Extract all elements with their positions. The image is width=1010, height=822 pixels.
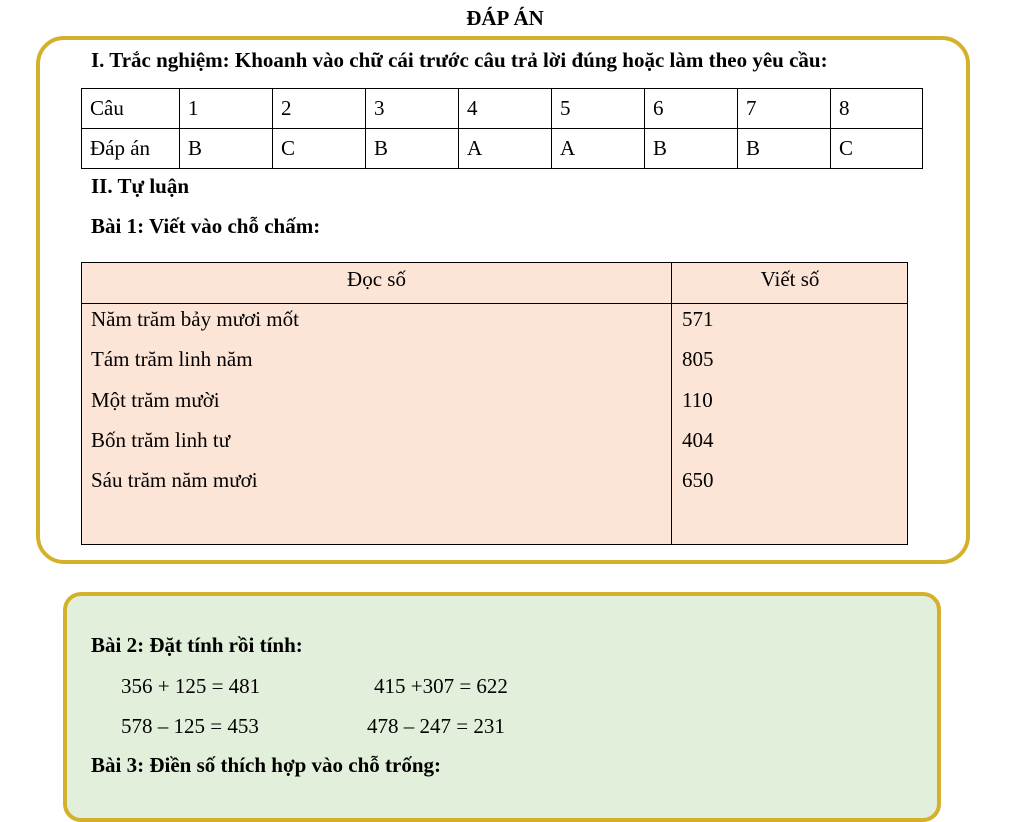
row-label-question: Câu <box>82 89 180 129</box>
answer-letter: C <box>831 129 923 169</box>
read-cell: Sáu trăm năm mươi <box>91 468 258 492</box>
write-cell: 571 <box>682 307 714 331</box>
calc-item: 356 + 125 = 481 <box>121 674 261 698</box>
write-cell: 404 <box>682 428 714 452</box>
write-cell: 110 <box>682 388 713 412</box>
row-label-answer: Đáp án <box>82 129 180 169</box>
answer-table <box>81 88 923 169</box>
answer-letter: B <box>180 129 273 169</box>
question-number: 3 <box>366 89 459 129</box>
column-divider <box>671 263 672 544</box>
bai2-heading: Bài 2: Đặt tính rồi tính: <box>91 633 303 657</box>
part2-heading: II. Tự luận <box>91 174 190 198</box>
number-reading-table <box>81 262 908 545</box>
answer-letter: A <box>459 129 552 169</box>
question-number: 1 <box>180 89 273 129</box>
question-number: 7 <box>738 89 831 129</box>
question-number: 5 <box>552 89 645 129</box>
calc-item: 578 – 125 = 453 <box>121 714 259 738</box>
header-divider <box>82 303 907 304</box>
read-cell: Tám trăm linh năm <box>91 347 253 371</box>
question-number: 4 <box>459 89 552 129</box>
write-cell: 650 <box>682 468 714 492</box>
read-cell: Bốn trăm linh tư <box>91 428 231 452</box>
section-box-2 <box>63 592 941 822</box>
calc-item: 478 – 247 = 231 <box>367 714 505 738</box>
read-cell: Năm trăm bảy mươi mốt <box>91 307 299 331</box>
write-cell: 805 <box>682 347 714 371</box>
col-header-read: Đọc số <box>347 267 406 291</box>
answer-letter: C <box>273 129 366 169</box>
answer-letter: B <box>645 129 738 169</box>
question-row <box>82 89 923 129</box>
question-number: 6 <box>645 89 738 129</box>
answer-row <box>82 129 923 169</box>
page-title: ĐÁP ÁN <box>466 6 544 30</box>
question-number: 2 <box>273 89 366 129</box>
calc-item: 415 +307 = 622 <box>374 674 508 698</box>
answer-letter: A <box>552 129 645 169</box>
bai3-heading: Bài 3: Điền số thích hợp vào chỗ trống: <box>91 753 441 777</box>
answer-letter: B <box>366 129 459 169</box>
answer-letter: B <box>738 129 831 169</box>
question-number: 8 <box>831 89 923 129</box>
col-header-write: Viết số <box>760 267 820 291</box>
bai1-heading: Bài 1: Viết vào chỗ chấm: <box>91 214 321 238</box>
read-cell: Một trăm mười <box>91 388 220 412</box>
part1-heading: I. Trắc nghiệm: Khoanh vào chữ cái trước câu trả lời đúng hoặc làm theo yêu cầu: <box>91 48 828 72</box>
